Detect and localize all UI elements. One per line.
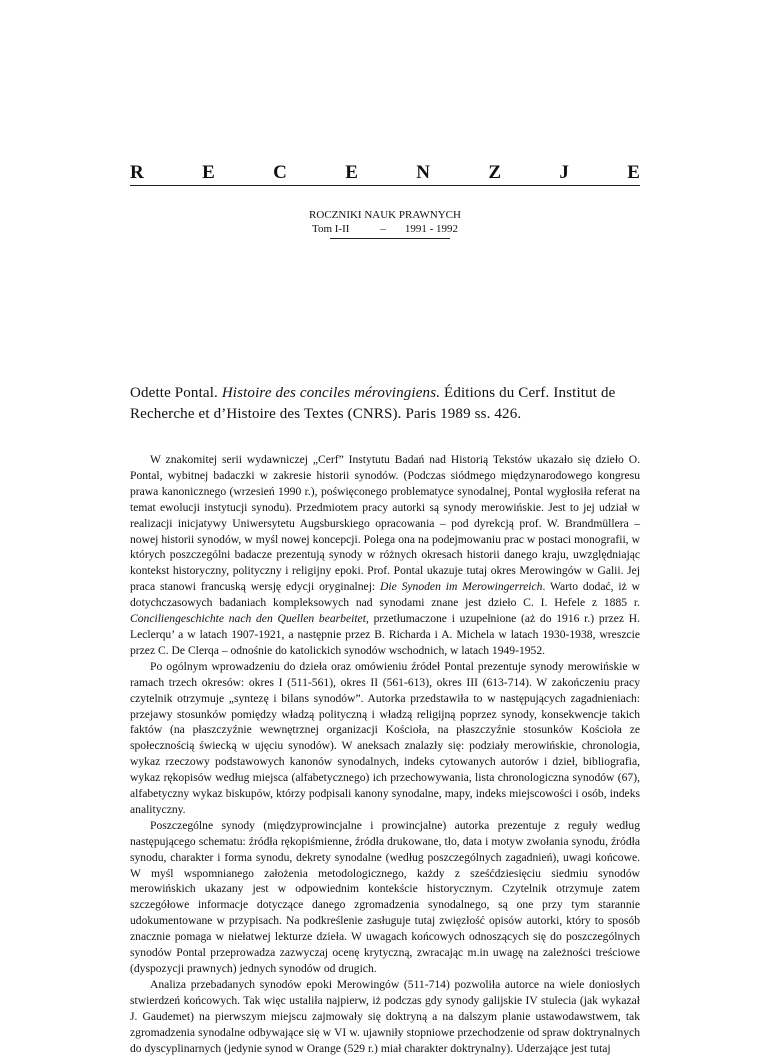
heading-divider <box>130 185 640 186</box>
heading-letter: E <box>345 162 358 183</box>
volume-dash: – <box>380 223 386 235</box>
cited-title: Die Synoden im Merowingerreich <box>380 580 543 594</box>
paragraph <box>130 452 640 659</box>
heading-letter: E <box>627 162 640 183</box>
review-body <box>130 452 640 1056</box>
section-heading <box>130 161 640 185</box>
review-citation <box>130 383 645 425</box>
journal-divider <box>330 238 450 239</box>
paragraph: Poszczególne synody (międzyprowincjalne i prowincjalne) autorka prezentuje z reguły według następującego schematu: źródła rękopiśmienne, źródła drukowane, tło, data i motyw zwołania synodu, źródła synodu, charakter i forma synodu, dekrety synodalne (według poszczególnych zagadnień), uwagi końcowe. W myśl wspomnianego założenia metodologicznego, każdy z sześćdziesięciu siedmiu synodów merowińskich ukazany jest w odpowiednim kontekście historycznym. Czytelnik otrzymuje zatem szczegółowe informacje dotyczące danego zgromadzenia synodalnego, są one przy tym starannie udokumentowane w przypisach. Na podkreślenie zasługuje tutaj zwięzłość opisów autorki, który to sposób znacznie pomaga w niełatwej lekturze dzieła. W uwagach końcowych odnoszących się do poszczególnych synodów Pontal przeprowadza zazwyczaj ocenę krytyczną, zwracając m.in uwagę na zależności treściowe (dyspozycji prawnych) jednych synodów od drugich. <box>130 818 640 975</box>
cited-title: Conciliengeschichte nach den Quellen bearbeitet <box>130 612 366 626</box>
section-heading-letters <box>130 161 640 185</box>
volume-years: 1991 - 1992 <box>404 223 458 235</box>
paragraph-text: . Warto dodać, iż w dotychczasowych badaniach kompleksowych nad synodami znane jest dzieło C. I. Hefele z 1885 r. <box>130 580 640 610</box>
journal-info <box>240 208 530 236</box>
heading-letter: R <box>130 162 144 183</box>
paragraph: Po ogólnym wprowadzeniu do dzieła oraz omówieniu źródeł Pontal prezentuje synody merowińskie w ramach trzech okresów: okres I (511-561), okres II (561-613), okres III (613-714). W zakończeniu pracy czytelnik otrzymuje „syntezę i bilans synodów”. Autorka przedstawiła to w następujących zagadnieniach: przejawy stosunków pomiędzy władzą polityczną i władzą religijną poprzez synody, konsekwencje takich faktów (na płaszczyźnie wewnętrznej organizacji Kościoła, na płaszczyźnie stosunków Kościoła ze społecznością świecką w ujęciu synodów). W aneksach znalazły się: podziały merowińskie, chronologia, wykaz rzeczowy podstawowych kanonów synodalnych, indeks cytowanych autorów i dzieł, bibliografia, wykaz rękopisów według miejsca (alfabetycznego) ich przechowywania, lista chronologiczna synodów (67), alfabetyczny wykaz biskupów, którzy podpisali kanony synodalne, mapy, indeks miejscowości i osób, indeks analityczny. <box>130 659 640 816</box>
heading-letter: E <box>202 162 215 183</box>
journal-name: ROCZNIKI NAUK PRAWNYCH <box>309 209 461 221</box>
heading-letter: Z <box>488 162 502 183</box>
paragraph: Analiza przebadanych synodów epoki Merowingów (511-714) pozwoliła autorce na wiele doniosłych stwierdzeń końcowych. Tak więc ustaliła najpierw, iż podczas gdy synody galijskie IV stulecia (jak wykazał J. Gaudemet) na pierwszym miejscu zajmowały się doktryną a na dalszym planie ustawodawstwem, tak zgromadzenia synodalne odbywające się w VI w. ujawniły stopniowe przechodzenie od spraw doktrynalnych do dyscyplinarnych (jedynie synod w Orange (529 r.) miał charakter doktrynalny). Uderzające jest tutaj <box>130 977 640 1055</box>
journal-volume <box>240 222 530 236</box>
heading-letter: J <box>559 162 569 183</box>
heading-letter: N <box>416 162 431 183</box>
book-title: Histoire des conciles mérovingiens. <box>221 385 441 401</box>
heading-letter: C <box>273 162 287 183</box>
book-publisher: Éditions du Cerf. Institut de Recherche et d’Histoire des Textes (CNRS). Paris 1989 ss. 426. <box>130 385 616 422</box>
paragraph-text: W znakomitej serii wydawniczej „Cerf” Instytutu Badań nad Historią Tekstów ukazało się dzieło O. Pontal, wybitnej badaczki w zakresie historii synodów. (Podczas siódmego międzynarodowego kongresu prawa kanonicznego (wrzesień 1990 r.), poświęconego problematyce synodalnej, Pontal wygłosiła referat na temat ewolucji instytucji synodu). Przedmiotem pracy autorki są synody merowińskie. Jest to jej udział w realizacji inicjatywy Uniwersytetu Augsburskiego opracowania – pod dyrekcją prof. W. Brandmüllera – nowej historii synodów, w myśl nowej koncepcji. Polega ona na podejmowaniu prac w postaci monografii, w których poszczególni badacze prezentują synody w różnych okresach historii danego kraju, uwzględniając kontekst historyczny, polityczny i religijny epoki. Prof. Pontal ukazuje tutaj okres Merowingów w Galii. Jej praca stanowi francuską wersję edycji oryginalnej: <box>130 453 640 594</box>
volume-label: Tom I-II <box>312 223 350 235</box>
paragraph-text: , przetłumaczone i uzupełnione (aż do 1916 r.) przez H. Leclerqu’ a w latach 1907-1921, a następnie przez B. Richarda i A. Michela w latach 1930-1938, wreszcie przez C. De Clerqa – odnośnie do katolickich synodów wschodnich, w latach 1949-1952. <box>130 612 640 657</box>
book-author: Odette Pontal. <box>130 385 218 401</box>
